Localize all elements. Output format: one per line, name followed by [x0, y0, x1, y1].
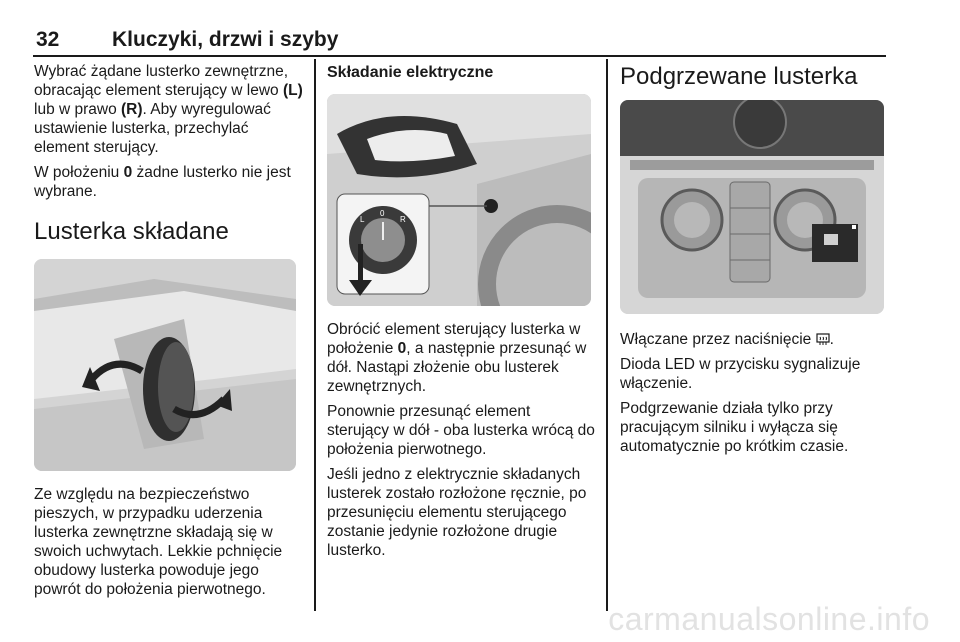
section-title-folding-mirrors: Lusterka składane [34, 218, 229, 245]
zero-position-paragraph: W położeniu 0 żadne lusterko nie jest wybrane. [34, 164, 291, 200]
dial-label-l: L [360, 215, 365, 224]
header-rule [33, 55, 886, 57]
unfold-instructions-paragraph: Ponownie przesunąć element sterujący w dół - oba lusterka wrócą do położenia pierwotnego. [327, 403, 595, 458]
folding-safety-paragraph: Ze względu na bezpieczeństwo pieszych, w przypadku uderzenia lusterka zewnętrzne składają się w swoich uchwytach. Lekkie pchnięcie obudowy lusterka powoduje jego powrót do położenia pierwotnego. [34, 486, 283, 598]
section-title-heated-mirrors: Podgrzewane lusterka [620, 63, 858, 90]
manual-unfold-paragraph: Jeśli jedno z elektrycznie składanych lusterek zostało rozłożone ręcznie, po przesunięciu elementu sterującego zostanie jedynie rozłożone drugie lusterko. [327, 466, 587, 559]
column-divider [314, 59, 316, 611]
column-divider [606, 59, 608, 611]
column-3 [620, 62, 886, 462]
mirror-select-paragraph: Wybrać żądane lusterko zewnętrzne, obracając element sterujący w lewo (L) lub w prawo (R). Aby wyregulować ustawienie lusterka, przechylać element sterujący. [34, 63, 303, 156]
heated-mirror-figure [620, 100, 884, 314]
led-indicator-paragraph: Dioda LED w przycisku sygnalizuje włączenie. [620, 356, 861, 392]
page-header-title: Kluczyki, drzwi i szyby [112, 28, 339, 51]
heated-mirror-icon [816, 332, 830, 346]
heated-activation-paragraph: Włączane przez naciśnięcie . [620, 331, 834, 348]
page-number: 32 [36, 28, 60, 51]
heating-duration-paragraph: Podgrzewanie działa tylko przy pracującym silniku i wyłącza się automatycznie po krótkim czasie. [620, 400, 849, 455]
folding-mirror-figure [34, 259, 296, 471]
column-1 [34, 62, 306, 605]
fold-instructions-paragraph: Obrócić element sterujący lusterka w położenie 0, a następnie przesunąć w dół. Nastąpi złożenie obu lusterek zewnętrznych. [327, 321, 587, 395]
column-2 [327, 62, 595, 566]
watermark: carmanualsonline.info [608, 601, 930, 637]
electric-folding-figure [327, 94, 591, 306]
subsection-title-electric-folding: Składanie elektryczne [327, 64, 494, 81]
dial-label-r: R [400, 215, 406, 224]
dial-label-0: 0 [380, 209, 385, 218]
